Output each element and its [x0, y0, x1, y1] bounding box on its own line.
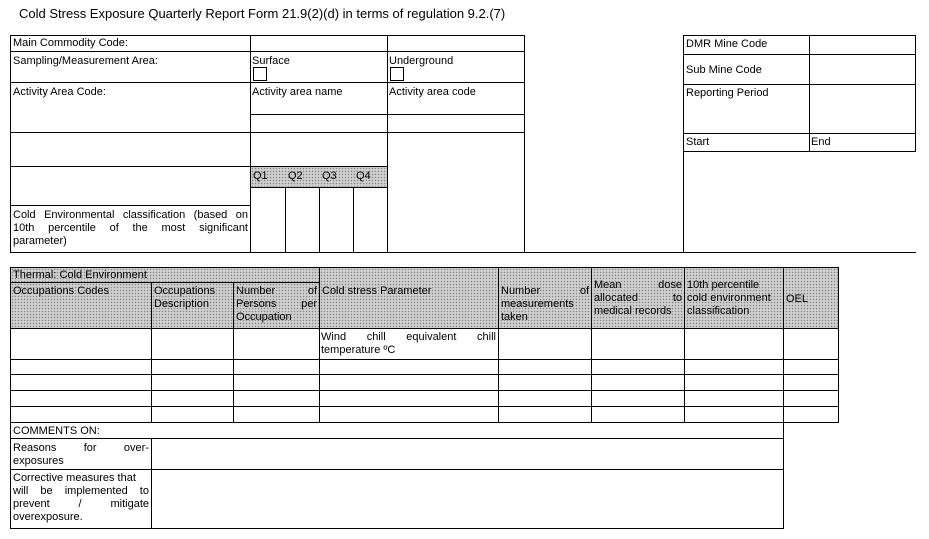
col-cold-stress-parameter: Cold stress Parameter: [322, 285, 432, 297]
parameter-wind-chill: Wind chill equivalent chill temperature ºC: [321, 331, 496, 356]
quarter-q2: Q2: [288, 170, 303, 182]
main-commodity-code-label: Main Commodity Code:: [13, 37, 128, 49]
col-percentile-classification: 10th percentile cold environment classification: [687, 279, 771, 317]
end-label: End: [811, 136, 831, 148]
thermal-header: Thermal: Cold Environment: [13, 269, 147, 281]
underground-checkbox[interactable]: [390, 67, 404, 81]
underground-label: Underground: [389, 55, 454, 67]
activity-area-code-header: Activity area code: [389, 86, 476, 98]
col-persons-per-occupation: Number of Persons per Occupation: [236, 285, 317, 323]
cold-env-classification-label: Cold Environmental classification (based on 10th percentile of the most significant parameter): [13, 209, 248, 247]
dmr-mine-code-label: DMR Mine Code: [686, 38, 768, 50]
quarter-q1: Q1: [253, 170, 268, 182]
col-mean-dose: Mean dose allocated to medical records: [594, 279, 682, 317]
col-occupations-description: Occupations Description: [154, 285, 216, 310]
form-title: Cold Stress Exposure Quarterly Report Form 21.9(2)(d) in terms of regulation 9.2.(7): [19, 6, 506, 21]
reasons-label: Reasons for over- exposures: [13, 442, 149, 467]
sampling-area-label: Sampling/Measurement Area:: [13, 55, 158, 67]
comments-header: COMMENTS ON:: [13, 425, 100, 437]
quarter-q3: Q3: [322, 170, 337, 182]
sub-mine-code-label: Sub Mine Code: [686, 64, 762, 76]
surface-checkbox[interactable]: [253, 67, 267, 81]
activity-area-code-label: Activity Area Code:: [13, 86, 106, 98]
col-measurements-taken: Number of measurements taken: [501, 285, 589, 323]
corrective-measures-label: Corrective measures that will be implemented to prevent / mitigate overexposure.: [13, 472, 149, 523]
reporting-period-label: Reporting Period: [686, 87, 769, 99]
activity-area-name-label: Activity area name: [252, 86, 343, 98]
col-oel: OEL: [786, 293, 809, 305]
quarter-q4: Q4: [356, 170, 371, 182]
start-label: Start: [686, 136, 710, 148]
surface-label: Surface: [252, 55, 290, 67]
col-occupation-codes: Occupations Codes: [13, 285, 109, 297]
